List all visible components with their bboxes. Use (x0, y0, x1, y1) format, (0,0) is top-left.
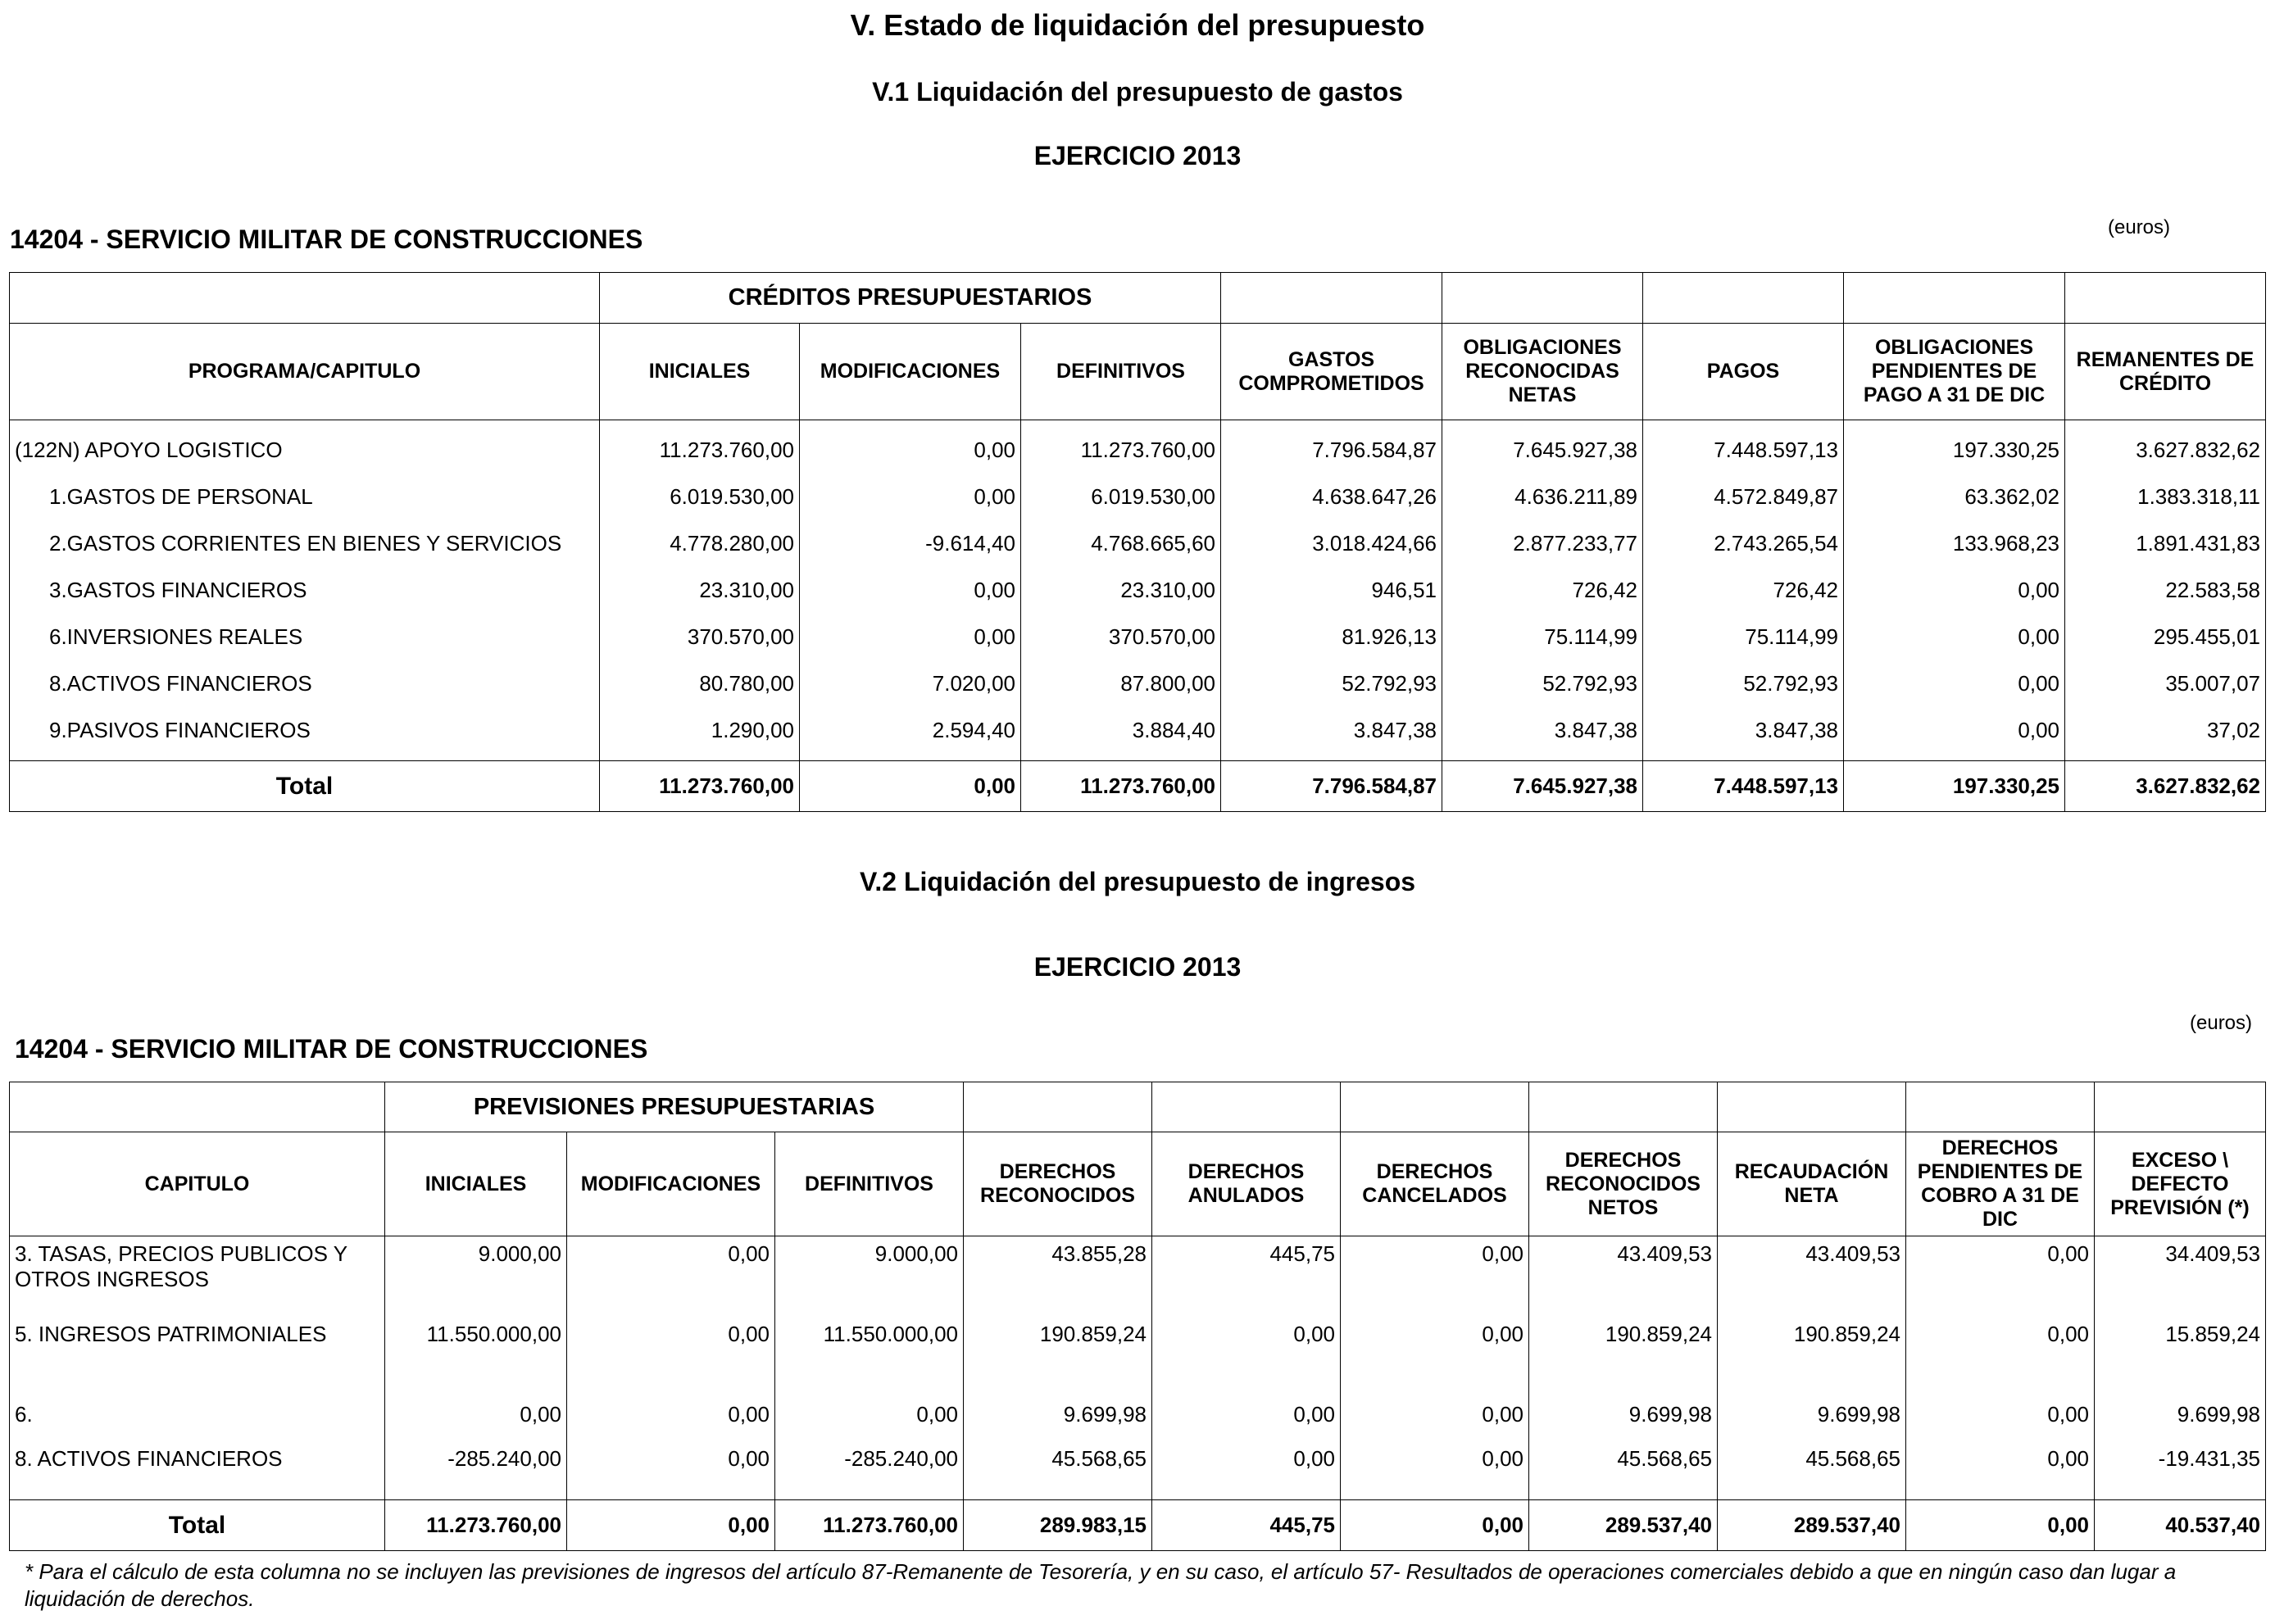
cell-value: 7.448.597,13 (1643, 420, 1844, 474)
total-value: 11.273.760,00 (385, 1500, 567, 1551)
ingresos-header-blank (1341, 1082, 1529, 1132)
cell-value: 190.859,24 (964, 1317, 1152, 1397)
cell-value: 4.768.665,60 (1021, 520, 1221, 567)
gastos-col-header: INICIALES (600, 324, 800, 420)
gastos-section-title: V.1 Liquidación del presupuesto de gastos (872, 77, 1403, 107)
cell-value: 4.636.211,89 (1442, 474, 1643, 520)
cell-value: 45.568,65 (1529, 1441, 1718, 1500)
total-value: 11.273.760,00 (775, 1500, 964, 1551)
cell-value: 7.645.927,38 (1442, 420, 1643, 474)
gastos-ejercicio: EJERCICIO 2013 (1033, 141, 1242, 170)
cell-value: 0,00 (1906, 1236, 2095, 1317)
cell-value: 0,00 (1341, 1441, 1529, 1500)
cell-value: 3.847,38 (1221, 707, 1442, 761)
cell-value: 0,00 (1906, 1441, 2095, 1500)
total-value: 289.537,40 (1529, 1500, 1718, 1551)
row-label: 5. INGRESOS PATRIMONIALES (10, 1317, 385, 1397)
cell-value: 37,02 (2065, 707, 2266, 761)
ingresos-header-blank (1906, 1082, 2095, 1132)
cell-value: 370.570,00 (600, 614, 800, 660)
cell-value: 45.568,65 (1718, 1441, 1906, 1500)
ingresos-col-header: RECAUDACIÓN NETA (1718, 1132, 1906, 1236)
gastos-col-header: PAGOS (1643, 324, 1844, 420)
total-value: 11.273.760,00 (1021, 761, 1221, 812)
gastos-header-blank (1221, 273, 1442, 324)
cell-value: 43.855,28 (964, 1236, 1152, 1317)
ingresos-header-blank (10, 1082, 385, 1132)
row-label: 2.GASTOS CORRIENTES EN BIENES Y SERVICIOS (10, 520, 600, 567)
cell-value: 43.409,53 (1529, 1236, 1718, 1317)
gastos-col-header: OBLIGACIONES RECONOCIDAS NETAS (1442, 324, 1643, 420)
cell-value: 75.114,99 (1442, 614, 1643, 660)
cell-value: 4.638.647,26 (1221, 474, 1442, 520)
gastos-header-blank (1643, 273, 1844, 324)
cell-value: -285.240,00 (385, 1441, 567, 1500)
total-value: 40.537,40 (2095, 1500, 2266, 1551)
cell-value: 1.290,00 (600, 707, 800, 761)
cell-value: 9.699,98 (2095, 1397, 2266, 1441)
ingresos-col-header: DERECHOS RECONOCIDOS NETOS (1529, 1132, 1718, 1236)
ingresos-ejercicio: EJERCICIO 2013 (1033, 952, 1242, 982)
ingresos-col-header: INICIALES (385, 1132, 567, 1236)
cell-value: 3.847,38 (1643, 707, 1844, 761)
gastos-entity: 14204 - SERVICIO MILITAR DE CONSTRUCCIONES (10, 225, 643, 254)
total-value: 7.448.597,13 (1643, 761, 1844, 812)
gastos-header-blank (10, 273, 600, 324)
ingresos-header-blank (2095, 1082, 2266, 1132)
cell-value: 52.792,93 (1442, 660, 1643, 707)
ingresos-col-header: CAPITULO (10, 1132, 385, 1236)
row-label: 9.PASIVOS FINANCIEROS (10, 707, 600, 761)
cell-value: 75.114,99 (1643, 614, 1844, 660)
footnote: * Para el cálculo de esta columna no se incluyen las previsiones de ingresos del artículo 87-Remanente de Tesorería, y en su caso, el artículo 57- Resultados de operaciones comerciales debido a que en ningún caso dan lugar a liquidación de derechos. (25, 1559, 2177, 1611)
cell-value: 3.018.424,66 (1221, 520, 1442, 567)
total-value: 0,00 (1906, 1500, 2095, 1551)
ingresos-col-header: DERECHOS CANCELADOS (1341, 1132, 1529, 1236)
ingresos-col-header: DERECHOS ANULADOS (1152, 1132, 1341, 1236)
gastos-header-blank (1442, 273, 1643, 324)
ingresos-col-header: DERECHOS RECONOCIDOS (964, 1132, 1152, 1236)
cell-value: 3.847,38 (1442, 707, 1643, 761)
gastos-header-blank (2065, 273, 2266, 324)
row-label: (122N) APOYO LOGISTICO (10, 420, 600, 474)
cell-value: 7.796.584,87 (1221, 420, 1442, 474)
cell-value: 0,00 (1152, 1441, 1341, 1500)
table-row (10, 474, 2266, 520)
cell-value: 3.627.832,62 (2065, 420, 2266, 474)
cell-value: 11.273.760,00 (600, 420, 800, 474)
total-value: 445,75 (1152, 1500, 1341, 1551)
ingresos-col-header: EXCESO \ DEFECTO PREVISIÓN (*) (2095, 1132, 2266, 1236)
cell-value: 11.550.000,00 (385, 1317, 567, 1397)
main-title: V. Estado de liquidación del presupuesto (850, 8, 1425, 42)
table-row (10, 1317, 2266, 1397)
total-value: 0,00 (800, 761, 1021, 812)
total-row (10, 1500, 2266, 1551)
cell-value: 9.000,00 (385, 1236, 567, 1317)
table-row (10, 707, 2266, 761)
cell-value: 726,42 (1643, 567, 1844, 614)
cell-value: 3.884,40 (1021, 707, 1221, 761)
ingresos-col-header: DEFINITIVOS (775, 1132, 964, 1236)
cell-value: 35.007,07 (2065, 660, 2266, 707)
ingresos-header-blank (1718, 1082, 1906, 1132)
cell-value: 0,00 (1152, 1317, 1341, 1397)
gastos-group-header: CRÉDITOS PRESUPUESTARIOS (600, 273, 1221, 324)
cell-value: 0,00 (800, 567, 1021, 614)
cell-value: 0,00 (1906, 1317, 2095, 1397)
cell-value: 15.859,24 (2095, 1317, 2266, 1397)
cell-value: 0,00 (1844, 567, 2065, 614)
table-row (10, 420, 2266, 474)
cell-value: 0,00 (385, 1397, 567, 1441)
cell-value: 0,00 (1341, 1397, 1529, 1441)
cell-value: 81.926,13 (1221, 614, 1442, 660)
ingresos-table (9, 1082, 2266, 1551)
total-value: 7.796.584,87 (1221, 761, 1442, 812)
cell-value: 9.000,00 (775, 1236, 964, 1317)
cell-value: 34.409,53 (2095, 1236, 2266, 1317)
cell-value: -19.431,35 (2095, 1441, 2266, 1500)
total-label: Total (10, 761, 600, 812)
ingresos-header-blank (964, 1082, 1152, 1132)
row-label: 6.INVERSIONES REALES (10, 614, 600, 660)
gastos-header-blank (1844, 273, 2065, 324)
gastos-col-header: GASTOS COMPROMETIDOS (1221, 324, 1442, 420)
cell-value: 295.455,01 (2065, 614, 2266, 660)
cell-value: 87.800,00 (1021, 660, 1221, 707)
cell-value: 0,00 (1844, 660, 2065, 707)
cell-value: 0,00 (800, 420, 1021, 474)
ingresos-header-blank (1152, 1082, 1341, 1132)
cell-value: 9.699,98 (964, 1397, 1152, 1441)
table-row (10, 1441, 2266, 1500)
cell-value: 9.699,98 (1718, 1397, 1906, 1441)
total-value: 289.537,40 (1718, 1500, 1906, 1551)
cell-value: 0,00 (567, 1441, 775, 1500)
cell-value: 0,00 (800, 474, 1021, 520)
cell-value: 133.968,23 (1844, 520, 2065, 567)
gastos-units: (euros) (2108, 216, 2171, 238)
cell-value: 2.743.265,54 (1643, 520, 1844, 567)
total-value: 0,00 (1341, 1500, 1529, 1551)
total-label: Total (10, 1500, 385, 1551)
cell-value: 2.877.233,77 (1442, 520, 1643, 567)
cell-value: 0,00 (775, 1397, 964, 1441)
row-label: 3.GASTOS FINANCIEROS (10, 567, 600, 614)
table-row (10, 660, 2266, 707)
ingresos-col-header: MODIFICACIONES (567, 1132, 775, 1236)
cell-value: 0,00 (567, 1397, 775, 1441)
ingresos-units: (euros) (2190, 1012, 2253, 1034)
total-value: 7.645.927,38 (1442, 761, 1643, 812)
cell-value: 197.330,25 (1844, 420, 2065, 474)
total-value: 0,00 (567, 1500, 775, 1551)
gastos-col-header: PROGRAMA/CAPITULO (10, 324, 600, 420)
row-label: 1.GASTOS DE PERSONAL (10, 474, 600, 520)
cell-value: 9.699,98 (1529, 1397, 1718, 1441)
ingresos-section-title: V.2 Liquidación del presupuesto de ingresos (859, 867, 1416, 896)
cell-value: 4.572.849,87 (1643, 474, 1844, 520)
cell-value: 52.792,93 (1221, 660, 1442, 707)
cell-value: 43.409,53 (1718, 1236, 1906, 1317)
cell-value: 445,75 (1152, 1236, 1341, 1317)
gastos-table (9, 272, 2266, 812)
cell-value: 190.859,24 (1718, 1317, 1906, 1397)
gastos-col-header: OBLIGACIONES PENDIENTES DE PAGO A 31 DE DIC (1844, 324, 2065, 420)
cell-value: 190.859,24 (1529, 1317, 1718, 1397)
cell-value: -285.240,00 (775, 1441, 964, 1500)
ingresos-entity: 14204 - SERVICIO MILITAR DE CONSTRUCCIONES (15, 1034, 648, 1064)
table-row (10, 567, 2266, 614)
cell-value: 0,00 (800, 614, 1021, 660)
total-row (10, 761, 2266, 812)
cell-value: 63.362,02 (1844, 474, 2065, 520)
gastos-col-header: MODIFICACIONES (800, 324, 1021, 420)
cell-value: 946,51 (1221, 567, 1442, 614)
cell-value: 0,00 (1152, 1397, 1341, 1441)
total-value: 11.273.760,00 (600, 761, 800, 812)
gastos-col-header: DEFINITIVOS (1021, 324, 1221, 420)
cell-value: 4.778.280,00 (600, 520, 800, 567)
row-label: 6. (10, 1397, 385, 1441)
cell-value: 6.019.530,00 (600, 474, 800, 520)
cell-value: 370.570,00 (1021, 614, 1221, 660)
cell-value: 23.310,00 (1021, 567, 1221, 614)
table-row (10, 614, 2266, 660)
ingresos-col-header: DERECHOS PENDIENTES DE COBRO A 31 DE DIC (1906, 1132, 2095, 1236)
cell-value: 0,00 (1844, 707, 2065, 761)
cell-value: -9.614,40 (800, 520, 1021, 567)
row-label: 8.ACTIVOS FINANCIEROS (10, 660, 600, 707)
table-row (10, 1236, 2266, 1317)
cell-value: 23.310,00 (600, 567, 800, 614)
ingresos-header-blank (1529, 1082, 1718, 1132)
total-value: 3.627.832,62 (2065, 761, 2266, 812)
cell-value: 7.020,00 (800, 660, 1021, 707)
cell-value: 0,00 (1341, 1236, 1529, 1317)
cell-value: 22.583,58 (2065, 567, 2266, 614)
gastos-col-header: REMANENTES DE CRÉDITO (2065, 324, 2266, 420)
ingresos-group-header: PREVISIONES PRESUPUESTARIAS (385, 1082, 964, 1132)
cell-value: 6.019.530,00 (1021, 474, 1221, 520)
cell-value: 45.568,65 (964, 1441, 1152, 1500)
cell-value: 1.383.318,11 (2065, 474, 2266, 520)
total-value: 197.330,25 (1844, 761, 2065, 812)
row-label: 8. ACTIVOS FINANCIEROS (10, 1441, 385, 1500)
cell-value: 52.792,93 (1643, 660, 1844, 707)
cell-value: 2.594,40 (800, 707, 1021, 761)
cell-value: 80.780,00 (600, 660, 800, 707)
row-label: 3. TASAS, PRECIOS PUBLICOS Y OTROS INGRESOS (10, 1236, 385, 1317)
table-row (10, 1397, 2266, 1441)
cell-value: 0,00 (1844, 614, 2065, 660)
cell-value: 0,00 (567, 1317, 775, 1397)
cell-value: 1.891.431,83 (2065, 520, 2266, 567)
table-row (10, 520, 2266, 567)
total-value: 289.983,15 (964, 1500, 1152, 1551)
cell-value: 0,00 (1341, 1317, 1529, 1397)
cell-value: 11.550.000,00 (775, 1317, 964, 1397)
cell-value: 0,00 (567, 1236, 775, 1317)
cell-value: 0,00 (1906, 1397, 2095, 1441)
cell-value: 11.273.760,00 (1021, 420, 1221, 474)
cell-value: 726,42 (1442, 567, 1643, 614)
